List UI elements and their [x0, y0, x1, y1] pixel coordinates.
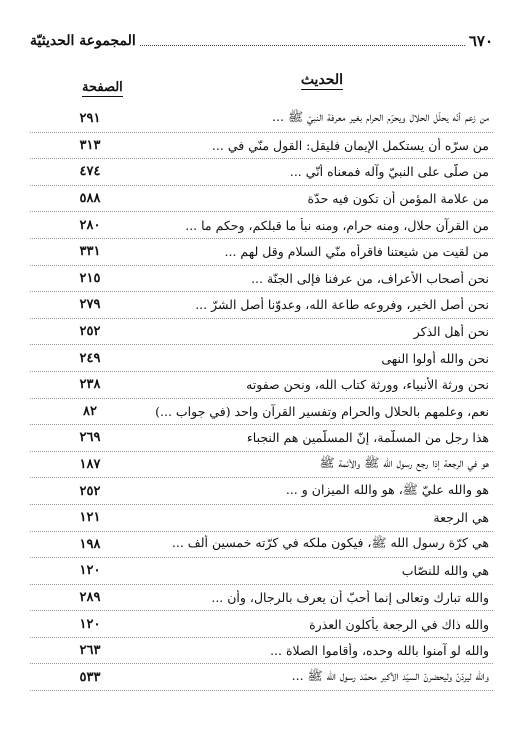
page-reference: ٢٨٩: [79, 589, 101, 605]
hadith-text: والله ليردّنّ وليحضرنّ السيّد الأكبر محمّد رسول الله ﷺ ...: [291, 667, 489, 683]
index-row: [30, 372, 493, 399]
page-reference: ٥٨٨: [79, 191, 101, 207]
hadith-text: نحن والله أُولوا النهى: [381, 350, 489, 366]
index-row: [30, 505, 493, 532]
page-reference: ١٢١: [79, 510, 101, 526]
index-row: [30, 345, 493, 372]
hadith-text: من علامة المؤمن أن تكون فيه حدّة: [307, 191, 489, 207]
index-row: [30, 452, 493, 479]
hadith-text: هو والله عليّ ﷺ، هو والله الميزان و ...: [285, 481, 489, 497]
hadith-text: هو في الرجعة إذا رجع رسول الله ﷺ والأئمة ﷺ: [319, 455, 489, 471]
hadith-text: من زعم أنّه يحلّل الحلال ويحرّم الحرام بغير معرفة النبيّ ﷺ ...: [272, 109, 489, 125]
index-row: [30, 159, 493, 186]
page-reference: ٣٣١: [79, 244, 101, 260]
index-row: [30, 106, 493, 133]
hadith-text: من صلّى على النبيّ وآله فمعناه أنّي ...: [289, 164, 489, 180]
page-reference: ٢٥٢: [79, 483, 101, 499]
hadith-text: نحن أصل الخير، وفروعه طاعة الله، وعدوّنا أصل الشرّ ...: [195, 297, 489, 313]
index-row: [30, 638, 493, 665]
column-headers: [30, 72, 493, 94]
hadith-text: من سرّه أن يستكمل الإيمان فليقل: القول منّي في ...: [211, 137, 489, 153]
index-row: [30, 532, 493, 559]
index-row: [30, 664, 493, 691]
header-dotted-leader: [140, 37, 465, 46]
hadith-text: نحن ورثة الأنبياء، وورثة كتاب الله، ونحن صفوته: [246, 377, 489, 393]
page-reference: ٨٢: [83, 403, 97, 419]
hadith-text: من القرآن حلال، ومنه حرام، ومنه نبأ ما قبلكم، وحكم ما ...: [185, 217, 489, 233]
index-row: [30, 478, 493, 505]
page-reference: ٢٧٩: [79, 297, 101, 313]
page-reference: ٢٣٨: [79, 377, 101, 393]
page-reference: ٢٥٢: [79, 324, 101, 340]
hadith-text: هي كرّة رسول الله ﷺ، فيكون ملكه في كرّته خمسين ألف ...: [171, 534, 489, 550]
index-row: [30, 292, 493, 319]
hadith-text: والله لو آمنوا بالله وحده، وأقاموا الصلاة ...: [270, 643, 489, 659]
hadith-text: نحن أهل الذكر: [413, 324, 489, 340]
page-reference: ٢٤٩: [79, 350, 101, 366]
page-reference: ١٩٨: [79, 536, 101, 552]
book-title: المجموعة الحديثيّة: [30, 33, 136, 49]
index-row: [30, 239, 493, 266]
page-reference: ٥٣٣: [79, 669, 101, 685]
index-row: [30, 558, 493, 585]
index-row: [30, 266, 493, 293]
hadith-text: هي والله للنصّاب: [401, 563, 489, 579]
page-reference: ٢٨٠: [79, 217, 101, 233]
page-reference: ١٢٠: [79, 563, 101, 579]
page-reference: ١٨٧: [79, 457, 101, 473]
index-row: [30, 186, 493, 213]
hadith-text: من لقيت من شيعتنا فاقرأه منّي السلام وقل لهم ...: [224, 244, 489, 260]
hadith-text: هذا رجل من المسلّمة، إنّ المسلّمين هم النجباء: [246, 430, 489, 446]
index-row: [30, 399, 493, 426]
index-row: [30, 425, 493, 452]
hadith-text: نحن أصحاب الأعراف، من عرفنا فإلى الجنّة ...: [251, 270, 489, 286]
index-list: [30, 106, 493, 691]
page-reference: ٤٧٤: [79, 164, 101, 180]
page-reference: ٢١٥: [79, 270, 101, 286]
hadith-text: هي الرجعة: [433, 510, 489, 526]
page-header: [30, 30, 493, 52]
page-number: ٦٧٠: [468, 32, 493, 50]
hadith-text: والله ذاك في الرجعة يأكلون العذرة: [309, 616, 489, 632]
hadith-column-header: الحديث: [300, 72, 343, 88]
page-column-header: الصفحة: [82, 80, 123, 95]
index-row: [30, 611, 493, 638]
index-row: [30, 585, 493, 612]
hadith-text: والله تبارك وتعالى إنما أحبّ أن يعرف بالرجال، وأن ...: [211, 589, 489, 605]
index-row: [30, 212, 493, 239]
page-reference: ٣١٣: [79, 137, 101, 153]
page-reference: ٢٩١: [79, 111, 101, 127]
page-reference: ١٢٠: [79, 616, 101, 632]
page-reference: ٢٦٣: [79, 643, 101, 659]
index-row: [30, 319, 493, 346]
index-row: [30, 133, 493, 160]
page-reference: ٢٦٩: [79, 430, 101, 446]
hadith-text: نعم، وعلمهم بالحلال والحرام وتفسير القرآن واحد (في جواب ...): [155, 403, 489, 419]
